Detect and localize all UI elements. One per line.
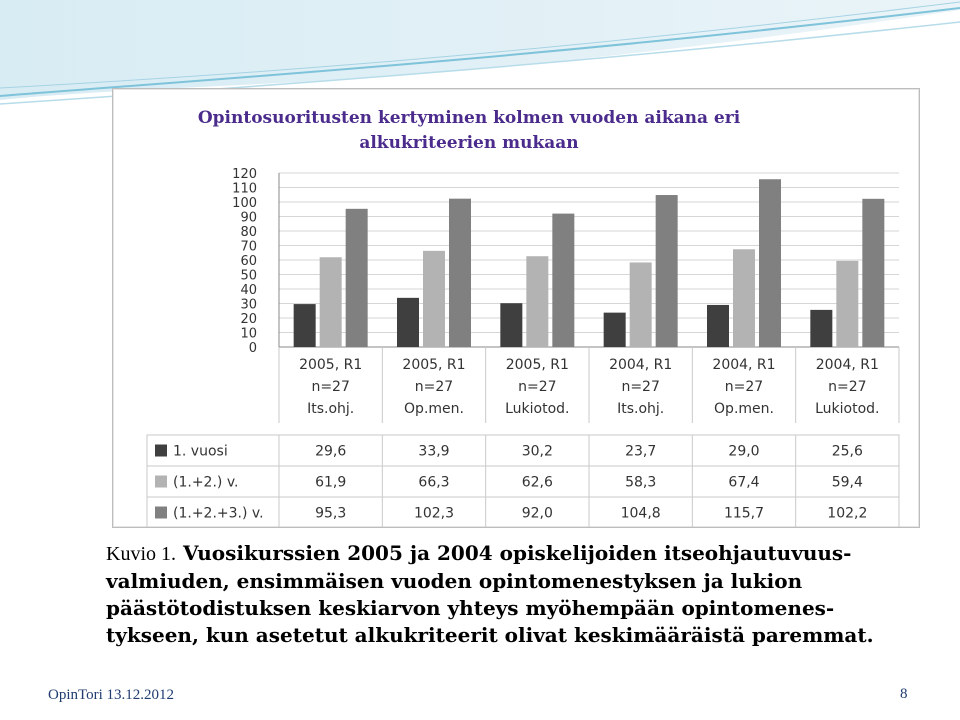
legend-label: (1.+2.+3.) v. xyxy=(173,505,264,522)
chart-title-line: alkukriteerien mukaan xyxy=(359,133,579,153)
category-label: n=27 xyxy=(518,379,557,395)
legend-label: (1.+2.) v. xyxy=(173,474,239,491)
bar xyxy=(733,249,755,347)
data-label: 67,4 xyxy=(728,474,760,491)
data-label: 62,6 xyxy=(521,474,553,491)
bar xyxy=(346,209,368,347)
data-label: 102,3 xyxy=(413,505,455,522)
bar xyxy=(552,214,574,347)
category-label: Its.ohj. xyxy=(617,401,665,417)
data-label: 29,6 xyxy=(315,443,347,460)
caption-line-3: päästötodistuksen keskiarvon yhteys myöhempään opintomenes- xyxy=(106,596,835,620)
y-tick-label: 60 xyxy=(240,254,257,269)
data-label: 95,3 xyxy=(315,505,347,522)
y-tick-label: 0 xyxy=(248,341,257,356)
category-label: 2005, R1 xyxy=(402,357,466,373)
data-label: 25,6 xyxy=(831,443,863,460)
chart-frame xyxy=(112,88,920,528)
data-label: 30,2 xyxy=(521,443,553,460)
y-tick-label: 80 xyxy=(240,225,257,240)
bar xyxy=(707,305,729,347)
data-label: 104,8 xyxy=(620,505,661,522)
data-label: 92,0 xyxy=(521,505,553,522)
category-label: n=27 xyxy=(724,379,764,395)
page-number: 8 xyxy=(900,686,908,702)
data-label: 61,9 xyxy=(315,474,347,491)
data-label: 66,3 xyxy=(418,474,450,491)
data-label: 102,2 xyxy=(827,505,868,522)
bar xyxy=(604,313,626,347)
category-label: n=27 xyxy=(828,379,867,395)
bar xyxy=(656,195,678,347)
bar xyxy=(526,256,548,347)
legend-swatch xyxy=(155,445,167,457)
caption-line-2: valmiuden, ensimmäisen vuoden opintomenestyksen ja lukion xyxy=(106,569,803,593)
caption-line-4: tykseen, kun asetetut alkukriteerit olivat keskimääräistä paremmat. xyxy=(106,623,874,647)
bar xyxy=(810,310,832,347)
bar xyxy=(862,199,884,347)
y-tick-label: 30 xyxy=(240,297,257,313)
y-tick-label: 70 xyxy=(240,239,257,255)
category-label: 2004, R1 xyxy=(712,357,776,373)
category-label: 2005, R1 xyxy=(505,357,569,373)
y-tick-label: 40 xyxy=(240,283,257,298)
legend-swatch xyxy=(155,476,167,488)
data-label: 29,0 xyxy=(728,443,760,460)
bar xyxy=(630,262,652,347)
category-label: n=27 xyxy=(414,379,454,395)
category-label: n=27 xyxy=(621,379,660,395)
bar xyxy=(836,261,858,347)
data-label: 23,7 xyxy=(625,443,657,460)
bar xyxy=(449,199,471,347)
y-tick-label: 110 xyxy=(232,181,257,197)
category-label: Its.ohj. xyxy=(307,401,355,417)
figure-caption xyxy=(106,540,906,649)
y-tick-label: 50 xyxy=(240,268,257,284)
data-label: 58,3 xyxy=(625,474,657,491)
category-label: 2005, R1 xyxy=(299,357,363,373)
y-tick-label: 10 xyxy=(240,326,257,342)
bar-chart xyxy=(113,89,919,527)
bar xyxy=(500,303,522,347)
caption-lead: Kuvio 1. xyxy=(106,543,176,565)
category-label: n=27 xyxy=(311,379,350,395)
y-tick-label: 100 xyxy=(232,196,257,211)
category-label: Op.men. xyxy=(404,401,464,417)
category-label: Lukiotod. xyxy=(815,401,880,417)
data-label: 59,4 xyxy=(831,474,863,491)
chart-title-line: Opintosuoritusten kertyminen kolmen vuoden aikana eri xyxy=(197,108,741,128)
data-label: 33,9 xyxy=(418,443,450,460)
bar xyxy=(397,298,419,347)
category-label: 2004, R1 xyxy=(815,357,879,373)
caption-line-1: Vuosikurssien 2005 ja 2004 opiskelijoiden itseohjautuvuus- xyxy=(182,541,852,565)
bar xyxy=(294,304,316,347)
category-label: 2004, R1 xyxy=(609,357,673,373)
y-tick-label: 120 xyxy=(232,167,257,182)
y-tick-label: 90 xyxy=(240,210,257,226)
y-tick-label: 20 xyxy=(240,312,257,327)
legend-label: 1. vuosi xyxy=(173,443,228,460)
category-label: Lukiotod. xyxy=(505,401,570,417)
bar xyxy=(423,251,445,347)
bar xyxy=(759,179,781,347)
category-label: Op.men. xyxy=(714,401,774,417)
bar xyxy=(320,257,342,347)
data-label: 115,7 xyxy=(723,505,765,522)
legend-swatch xyxy=(155,507,167,519)
footer-date: OpinTori 13.12.2012 xyxy=(48,687,175,703)
